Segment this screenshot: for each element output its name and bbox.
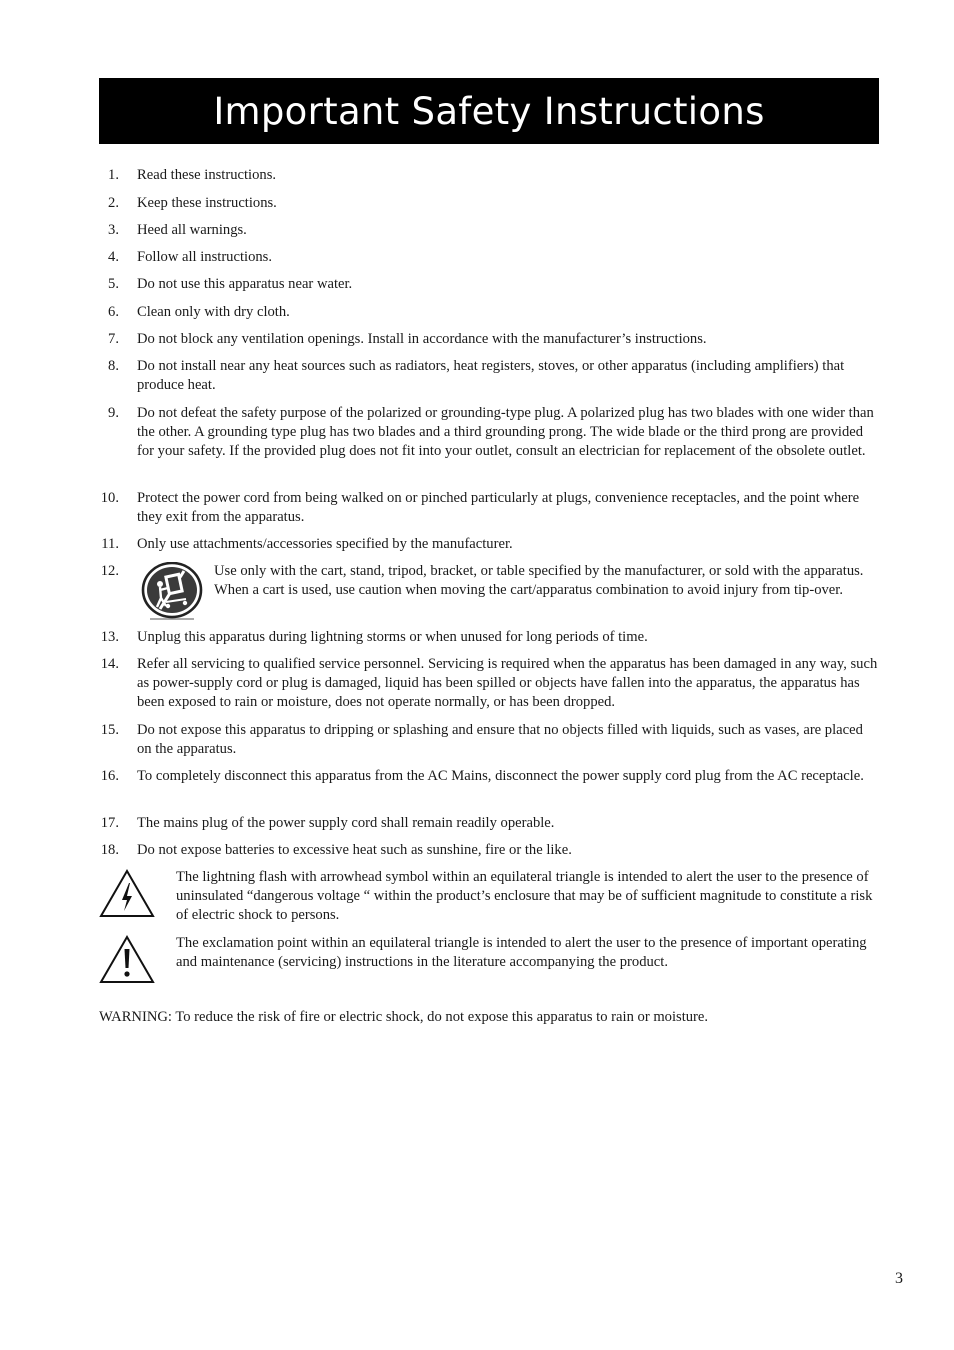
item-number: 17. xyxy=(100,815,119,831)
item-number: 14. xyxy=(100,656,119,672)
item-number: 16. xyxy=(100,768,119,784)
cart-tip-over-icon xyxy=(140,562,204,620)
page-title: Important Safety Instructions xyxy=(213,89,765,133)
item-text: Do not expose this apparatus to dripping or splashing and ensure that no objects filled with liquids, such as vases, are placed on the apparatus. xyxy=(137,722,863,758)
item-text: Clean only with dry cloth. xyxy=(137,304,290,320)
item-number: 13. xyxy=(100,629,119,645)
symbol-text: The exclamation point within an equilateral triangle is intended to alert the user to the presence of important operating and maintenance (servicing) instructions in the literature accompanying the product. xyxy=(176,935,867,971)
item-text: Do not install near any heat sources such as radiators, heat registers, stoves, or other apparatus (including amplifiers) that produce heat. xyxy=(137,358,845,394)
item-number: 8. xyxy=(108,358,119,374)
item-text: Keep these instructions. xyxy=(137,195,277,211)
item-text: The mains plug of the power supply cord shall remain readily operable. xyxy=(137,815,555,831)
item-text: Only use attachments/accessories specified by the manufacturer. xyxy=(137,536,513,552)
exclamation-triangle-icon xyxy=(99,934,155,984)
item-text: Protect the power cord from being walked on or pinched particularly at plugs, convenience receptacles, and the point where they exit from the apparatus. xyxy=(137,490,860,526)
item-text: Do not expose batteries to excessive heat such as sunshine, fire or the like. xyxy=(137,842,572,858)
item-number: 3. xyxy=(108,222,119,238)
lightning-triangle-icon xyxy=(99,868,155,918)
item-text: Use only with the cart, stand, tripod, bracket, or table specified by the manufacturer, or sold with the apparatus. When a cart is used, use caution when moving the cart/apparatus combination to avoid injury from tip-over. xyxy=(214,563,864,599)
title-bar xyxy=(99,78,879,144)
item-number: 1. xyxy=(108,167,119,183)
item-text: Read these instructions. xyxy=(137,167,277,183)
item-number: 5. xyxy=(108,276,119,292)
item-number: 15. xyxy=(100,722,119,738)
list-item-cart xyxy=(99,562,879,622)
item-number: 4. xyxy=(108,249,119,265)
symbol-text: The lightning flash with arrowhead symbol within an equilateral triangle is intended to alert the user to the presence of uninsulated “dangerous voltage “ within the product’s enclosure that may be of sufficient magnitude to constitute a risk of electric shock to persons. xyxy=(176,869,873,924)
item-number: 10. xyxy=(100,490,119,506)
item-number: 11. xyxy=(101,536,119,552)
item-text: To completely disconnect this apparatus from the AC Mains, disconnect the power supply cord plug from the AC receptacle. xyxy=(137,768,864,784)
item-text: Do not defeat the safety purpose of the polarized or grounding-type plug. A polarized plug has two blades with one wider than the other. A grounding type plug has two blades and a third grounding prong. The wide blade or the third prong are provided for your safety. If the provided plug does not fit into your outlet, consult an electrician for replacement of the obsolete outlet. xyxy=(137,405,874,460)
item-number: 9. xyxy=(108,405,119,421)
page-number: 3 xyxy=(895,1270,903,1287)
item-text: Do not use this apparatus near water. xyxy=(137,276,353,292)
item-number: 7. xyxy=(108,331,119,347)
item-number: 2. xyxy=(108,195,119,211)
item-text: Unplug this apparatus during lightning storms or when unused for long periods of time. xyxy=(137,629,648,645)
item-number: 18. xyxy=(100,842,119,858)
item-text: Follow all instructions. xyxy=(137,249,272,265)
item-text: Heed all warnings. xyxy=(137,222,247,238)
warning-text: WARNING: To reduce the risk of fire or electric shock, do not expose this apparatus to rain or moisture. xyxy=(99,1009,709,1025)
item-text: Refer all servicing to qualified service personnel. Servicing is required when the apparatus has been damaged in any way, such as power-supply cord or plug is damaged, liquid has been spilled or objects have fallen into the apparatus, the apparatus has been exposed to rain or moisture, does not operate normally, or has been dropped. xyxy=(137,656,878,711)
item-text: Do not block any ventilation openings. Install in accordance with the manufacturer’s instructions. xyxy=(137,331,707,347)
item-number: 12. xyxy=(100,563,119,579)
item-number: 6. xyxy=(108,304,119,320)
